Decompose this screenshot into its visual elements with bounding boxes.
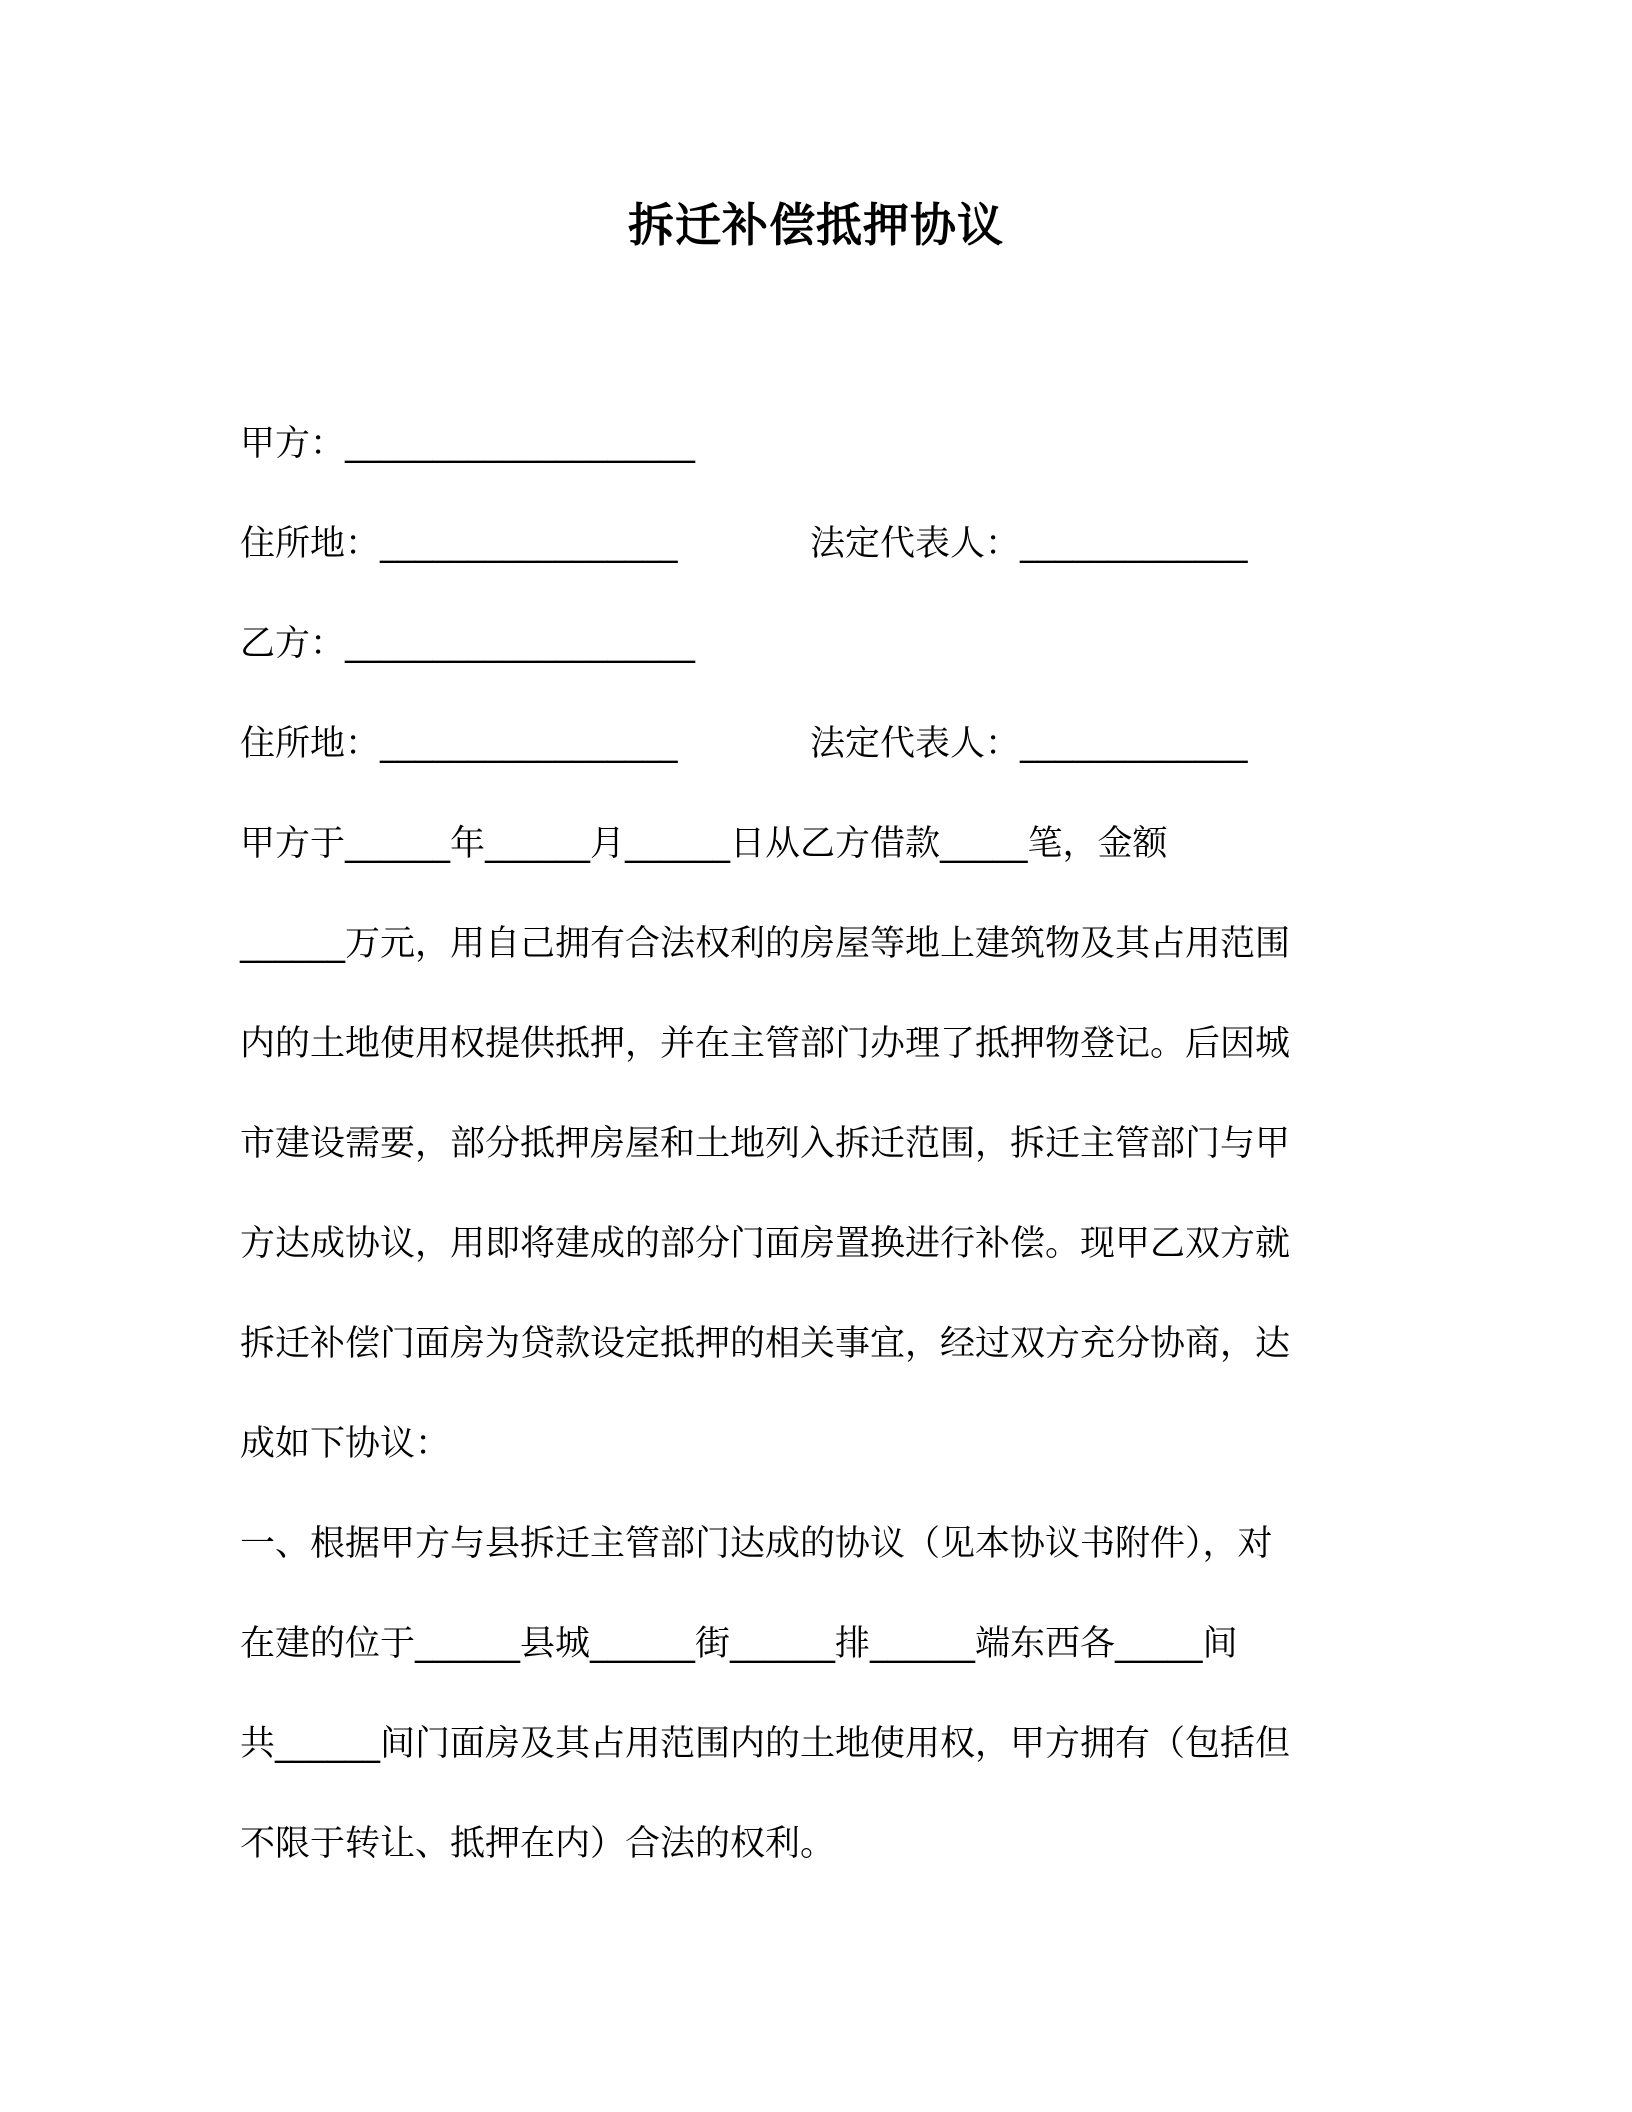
paragraph-line: 内的土地使用权提供抵押，并在主管部门办理了抵押物登记。后因城	[240, 1024, 1291, 1064]
paragraph-line: 方达成协议，用即将建成的部分门面房置换进行补偿。现甲乙双方就	[240, 1224, 1291, 1264]
party-b-address-field: 住所地：_________________	[240, 724, 678, 764]
document-title: 拆迁补偿抵押协议	[628, 198, 1004, 252]
clause-line: 共______间门面房及其占用范围内的土地使用权，甲方拥有（包括但	[240, 1724, 1291, 1764]
party-b-representative-field: 法定代表人：_____________	[810, 724, 1248, 764]
party-b-field: 乙方：____________________	[240, 624, 696, 664]
paragraph-line: 拆迁补偿门面房为贷款设定抵押的相关事宜，经过双方充分协商，达	[240, 1324, 1291, 1364]
party-a-address-field: 住所地：_________________	[240, 524, 678, 564]
paragraph-line: 市建设需要，部分抵押房屋和土地列入拆迁范围，拆迁主管部门与甲	[240, 1124, 1291, 1164]
paragraph-line: 成如下协议：	[240, 1424, 451, 1464]
paragraph-line: ______万元，用自己拥有合法权利的房屋等地上建筑物及其占用范围	[240, 924, 1291, 964]
party-a-field: 甲方：____________________	[240, 424, 696, 464]
clause-line: 在建的位于______县城______街______排______端东西各_____间	[240, 1624, 1238, 1664]
paragraph-line: 甲方于______年______月______日从乙方借款_____笔，金额	[240, 824, 1168, 864]
clause-line: 一、根据甲方与县拆迁主管部门达成的协议（见本协议书附件），对	[240, 1524, 1273, 1564]
party-a-representative-field: 法定代表人：_____________	[810, 524, 1248, 564]
clause-line: 不限于转让、抵押在内）合法的权利。	[240, 1824, 836, 1864]
